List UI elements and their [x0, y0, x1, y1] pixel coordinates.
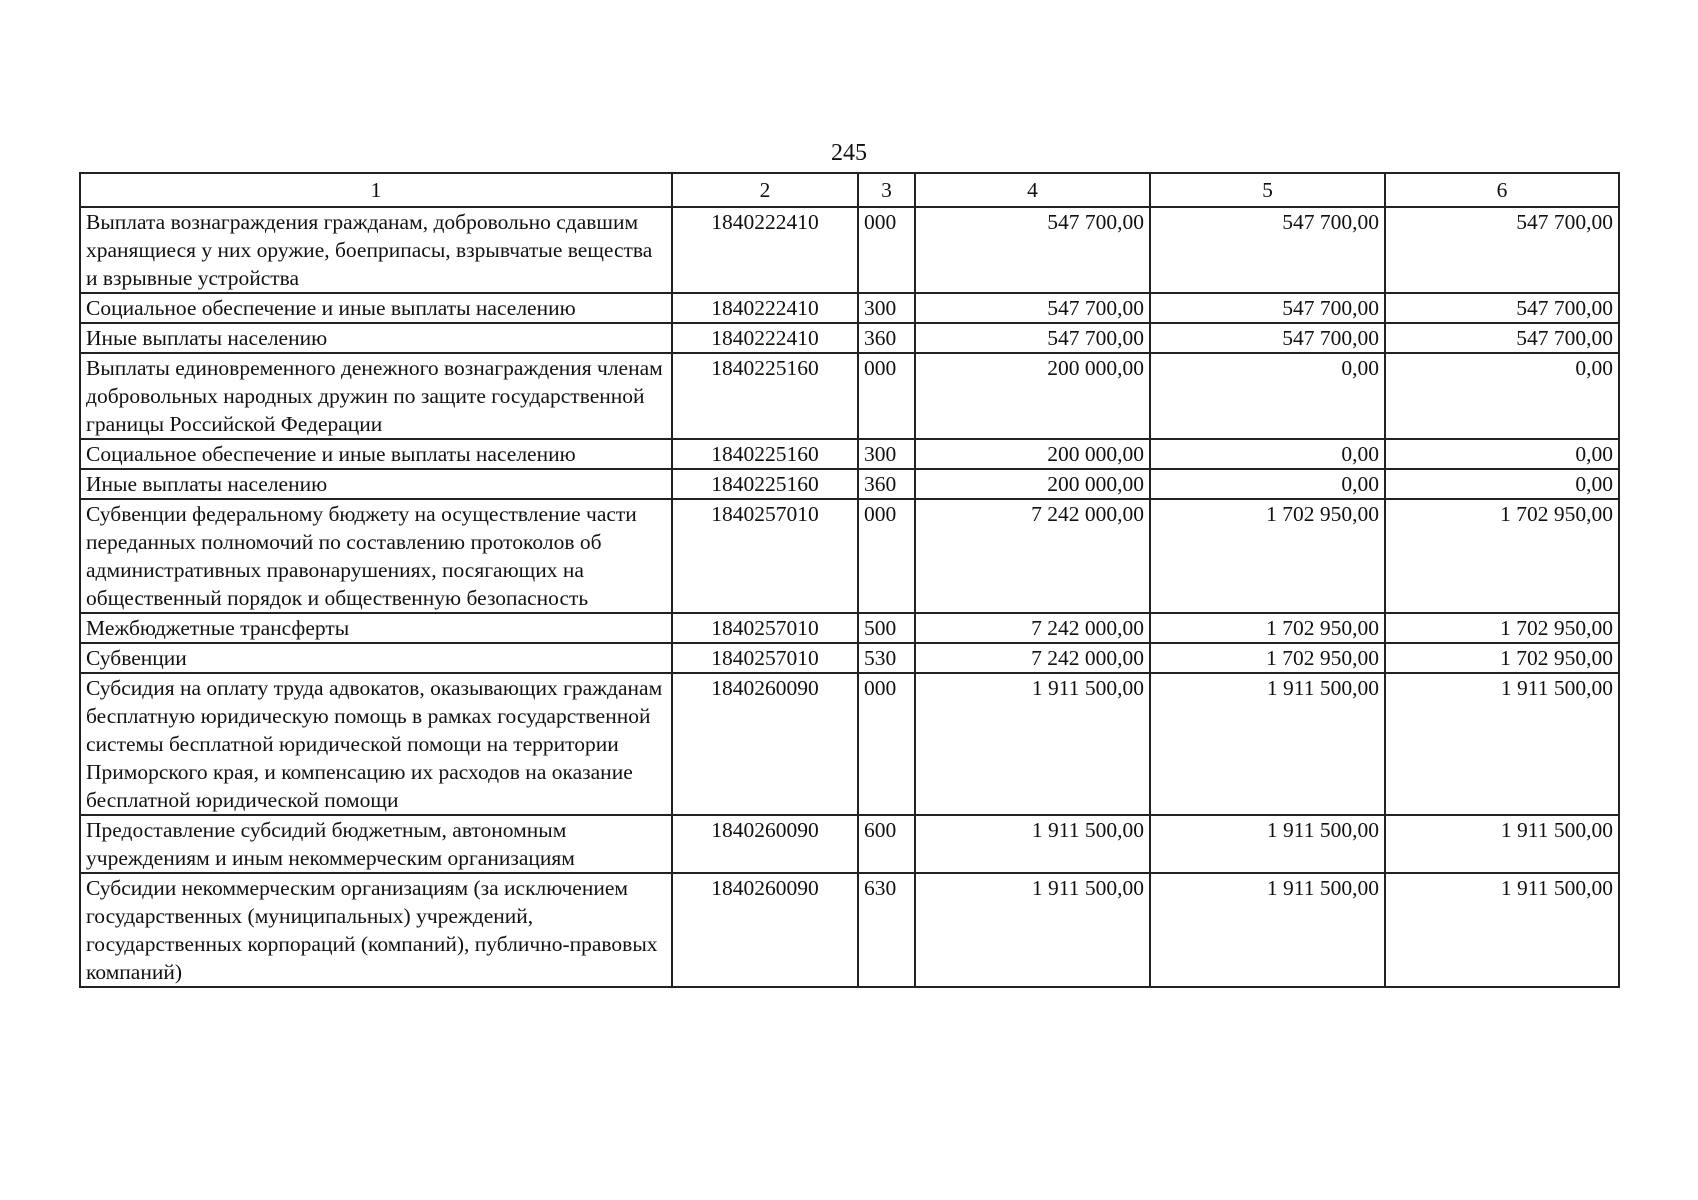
table-row: [80, 499, 1619, 613]
row-amount-5-cell: 0,00: [1150, 469, 1385, 499]
row-amount-5-cell: 0,00: [1150, 439, 1385, 469]
row-kvr-cell: 000: [858, 353, 915, 439]
row-amount-6-cell: 0,00: [1385, 439, 1619, 469]
row-amount-6-cell: 1 702 950,00: [1385, 613, 1619, 643]
row-kvr-cell: 630: [858, 873, 915, 987]
column-header-code: 2: [672, 173, 858, 207]
row-amount-4-cell: 7 242 000,00: [915, 499, 1150, 613]
row-kvr-cell: 000: [858, 673, 915, 815]
row-name-cell: Предоставление субсидий бюджетным, автономным учреждениям и иным некоммерческим организациям: [80, 815, 672, 873]
column-header-amount-6: 6: [1385, 173, 1619, 207]
table-row: [80, 353, 1619, 439]
row-amount-5-cell: 547 700,00: [1150, 293, 1385, 323]
row-code-cell: 1840222410: [672, 207, 858, 293]
row-amount-5-cell: 0,00: [1150, 353, 1385, 439]
row-amount-6-cell: 0,00: [1385, 469, 1619, 499]
row-amount-6-cell: 547 700,00: [1385, 207, 1619, 293]
row-amount-6-cell: 547 700,00: [1385, 293, 1619, 323]
row-amount-4-cell: 547 700,00: [915, 207, 1150, 293]
row-kvr-cell: 600: [858, 815, 915, 873]
row-kvr-cell: 360: [858, 323, 915, 353]
row-amount-5-cell: 547 700,00: [1150, 207, 1385, 293]
row-amount-4-cell: 1 911 500,00: [915, 673, 1150, 815]
table-row: [80, 207, 1619, 293]
row-amount-5-cell: 1 702 950,00: [1150, 613, 1385, 643]
row-name-cell: Выплата вознаграждения гражданам, добровольно сдавшим хранящиеся у них оружие, боеприпасы, взрывчатые вещества и взрывные устройства: [80, 207, 672, 293]
table-row: [80, 643, 1619, 673]
row-amount-5-cell: 1 702 950,00: [1150, 499, 1385, 613]
row-name-cell: Субсидия на оплату труда адвокатов, оказывающих гражданам бесплатную юридическую помощь в рамках государственной системы бесплатной юридической помощи на территории Приморского края, и компенсацию их расходов на оказание бесплатной юридической помощи: [80, 673, 672, 815]
row-name-cell: Иные выплаты населению: [80, 323, 672, 353]
table-row: [80, 293, 1619, 323]
row-amount-4-cell: 547 700,00: [915, 293, 1150, 323]
row-code-cell: 1840225160: [672, 469, 858, 499]
row-amount-4-cell: 200 000,00: [915, 353, 1150, 439]
table-row: [80, 873, 1619, 987]
row-code-cell: 1840257010: [672, 499, 858, 613]
row-amount-5-cell: 1 911 500,00: [1150, 673, 1385, 815]
row-name-cell: Социальное обеспечение и иные выплаты населению: [80, 293, 672, 323]
table-row: [80, 323, 1619, 353]
row-amount-4-cell: 1 911 500,00: [915, 873, 1150, 987]
row-name-cell: Субсидии некоммерческим организациям (за исключением государственных (муниципальных) учреждений, государственных корпораций (компаний), публично-правовых компаний): [80, 873, 672, 987]
row-amount-6-cell: 547 700,00: [1385, 323, 1619, 353]
column-header-amount-5: 5: [1150, 173, 1385, 207]
row-code-cell: 1840260090: [672, 673, 858, 815]
column-header-name: 1: [80, 173, 672, 207]
row-amount-6-cell: 1 702 950,00: [1385, 499, 1619, 613]
row-name-cell: Иные выплаты населению: [80, 469, 672, 499]
row-kvr-cell: 300: [858, 293, 915, 323]
row-amount-4-cell: 200 000,00: [915, 439, 1150, 469]
row-code-cell: 1840222410: [672, 293, 858, 323]
row-amount-4-cell: 547 700,00: [915, 323, 1150, 353]
row-amount-6-cell: 1 911 500,00: [1385, 673, 1619, 815]
table-row: [80, 815, 1619, 873]
row-amount-4-cell: 1 911 500,00: [915, 815, 1150, 873]
row-name-cell: Субвенции федеральному бюджету на осуществление части переданных полномочий по составлению протоколов об административных правонарушениях, посягающих на общественный порядок и общественную безопасность: [80, 499, 672, 613]
row-kvr-cell: 300: [858, 439, 915, 469]
row-code-cell: 1840257010: [672, 643, 858, 673]
row-amount-5-cell: 1 911 500,00: [1150, 873, 1385, 987]
table-header: [80, 173, 1619, 207]
budget-table: [79, 172, 1620, 988]
row-amount-5-cell: 1 702 950,00: [1150, 643, 1385, 673]
row-amount-4-cell: 7 242 000,00: [915, 643, 1150, 673]
table-body: [80, 207, 1619, 987]
row-amount-6-cell: 1 911 500,00: [1385, 815, 1619, 873]
column-header-amount-4: 4: [915, 173, 1150, 207]
table-row: [80, 613, 1619, 643]
row-kvr-cell: 500: [858, 613, 915, 643]
table-row: [80, 469, 1619, 499]
row-kvr-cell: 530: [858, 643, 915, 673]
row-kvr-cell: 000: [858, 207, 915, 293]
row-code-cell: 1840260090: [672, 873, 858, 987]
row-amount-6-cell: 0,00: [1385, 353, 1619, 439]
row-code-cell: 1840225160: [672, 439, 858, 469]
row-code-cell: 1840222410: [672, 323, 858, 353]
row-amount-4-cell: 200 000,00: [915, 469, 1150, 499]
row-name-cell: Выплаты единовременного денежного вознаграждения членам добровольных народных дружин по защите государственной границы Российской Федерации: [80, 353, 672, 439]
row-amount-5-cell: 547 700,00: [1150, 323, 1385, 353]
row-name-cell: Межбюджетные трансферты: [80, 613, 672, 643]
row-amount-6-cell: 1 911 500,00: [1385, 873, 1619, 987]
row-name-cell: Субвенции: [80, 643, 672, 673]
table-row: [80, 673, 1619, 815]
row-amount-6-cell: 1 702 950,00: [1385, 643, 1619, 673]
row-code-cell: 1840257010: [672, 613, 858, 643]
column-header-kvr: 3: [858, 173, 915, 207]
row-amount-5-cell: 1 911 500,00: [1150, 815, 1385, 873]
header-row: [80, 173, 1619, 207]
row-code-cell: 1840225160: [672, 353, 858, 439]
row-name-cell: Социальное обеспечение и иные выплаты населению: [80, 439, 672, 469]
page-number: 245: [831, 140, 867, 166]
row-amount-4-cell: 7 242 000,00: [915, 613, 1150, 643]
table-row: [80, 439, 1619, 469]
row-kvr-cell: 360: [858, 469, 915, 499]
row-kvr-cell: 000: [858, 499, 915, 613]
row-code-cell: 1840260090: [672, 815, 858, 873]
